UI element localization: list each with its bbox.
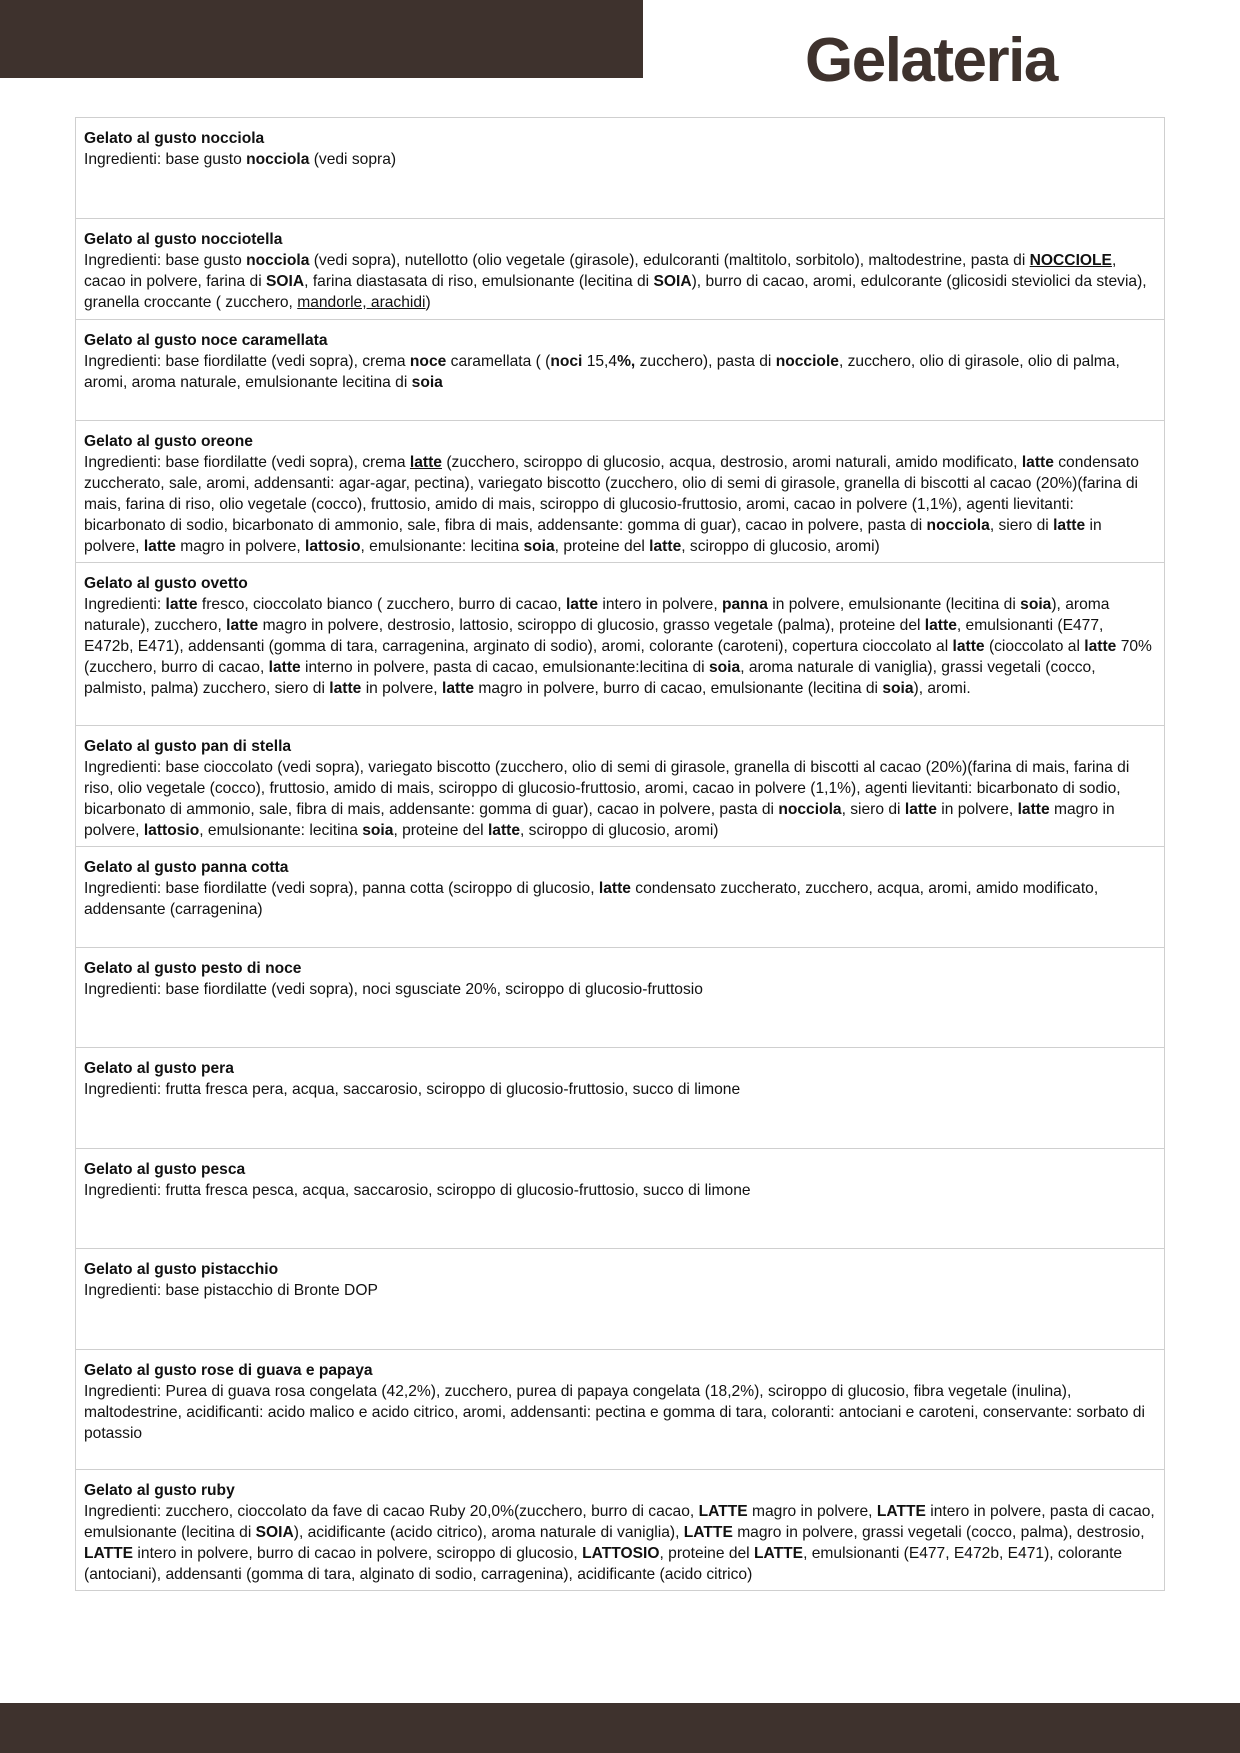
flavor-row — [75, 1470, 1165, 1591]
flavor-name: Gelato al gusto nocciola — [84, 130, 265, 147]
flavor-ingredients: Ingredienti: base fiordilatte (vedi sopra), crema noce caramellata ( (noci 15,4%, zucchero), pasta di nocciole, zucchero, olio di girasole, olio di palma, aromi, aroma naturale, emulsionante lecitina di soia — [84, 353, 1120, 391]
flavor-row — [75, 1048, 1165, 1149]
flavor-row — [75, 219, 1165, 320]
flavor-ingredients: Ingredienti: base pistacchio di Bronte DOP — [84, 1282, 378, 1299]
flavor-row — [75, 421, 1165, 563]
flavor-row — [75, 948, 1165, 1048]
flavor-ingredients: Ingredienti: base gusto nocciola (vedi sopra) — [84, 151, 397, 168]
flavor-row — [75, 563, 1165, 726]
flavor-row — [75, 1249, 1165, 1350]
footer-band — [0, 1703, 1240, 1753]
flavor-ingredients: Ingredienti: base gusto nocciola (vedi sopra), nutellotto (olio vegetale (girasole), edulcoranti (maltitolo, sorbitolo), maltodestrine, pasta di NOCCIOLE, cacao in polvere, farina di SOIA, farina diastasata di riso, emulsionante (lecitina di SOIA), burro di cacao, aromi, edulcorante (glicosidi steviolici da stevia), granella croccante ( zucchero, mandorle, arachidi) — [84, 252, 1147, 311]
flavor-row — [75, 726, 1165, 847]
flavor-name: Gelato al gusto pan di stella — [84, 738, 292, 755]
flavor-ingredients: Ingredienti: base fiordilatte (vedi sopra), crema latte (zucchero, sciroppo di glucosio, acqua, destrosio, aromi naturali, amido modificato, latte condensato zuccherato, sale, aromi, addensanti: agar-agar, pectina), variegato biscotto (zucchero, olio di semi di girasole, granella di biscotti al cacao (20%)(farina di mais, farina di riso, olio vegetale (cocco), fruttosio, amido di mais, sciroppo di glucosio-fruttosio, aromi, cacao in polvere (1,1%), agenti lievitanti: bicarbonato di sodio, bicarbonato di ammonio, sale, fibra di mais, addensante: gomma di guar), cacao in polvere, pasta di nocciola, siero di latte in polvere, latte magro in polvere, lattosio, emulsionante: lecitina soia, proteine del latte, sciroppo di glucosio, aromi) — [84, 454, 1139, 555]
flavor-name: Gelato al gusto pesca — [84, 1161, 246, 1178]
flavor-ingredients: Ingredienti: base fiordilatte (vedi sopra), noci sgusciate 20%, sciroppo di glucosio-fruttosio — [84, 981, 703, 998]
flavor-ingredients: Ingredienti: base cioccolato (vedi sopra), variegato biscotto (zucchero, olio di semi di girasole, granella di biscotti al cacao (20%)(farina di mais, farina di riso, olio vegetale (cocco), fruttosio, amido di mais, sciroppo di glucosio-fruttosio, aromi, cacao in polvere (1,1%), agenti lievitanti: bicarbonato di sodio, bicarbonato di ammonio, sale, fibra di mais, addensante: gomma di guar), cacao in polvere, pasta di nocciola, siero di latte in polvere, latte magro in polvere, lattosio, emulsionante: lecitina soia, proteine del latte, sciroppo di glucosio, aromi) — [84, 759, 1130, 839]
flavor-name: Gelato al gusto nocciotella — [84, 231, 283, 248]
flavor-row — [75, 1350, 1165, 1470]
flavor-name: Gelato al gusto pistacchio — [84, 1261, 279, 1278]
flavor-list — [75, 117, 1165, 1591]
flavor-ingredients: Ingredienti: Purea di guava rosa congelata (42,2%), zucchero, purea di papaya congelata (18,2%), sciroppo di glucosio, fibra vegetale (inulina), maltodestrine, acidificanti: acido malico e acido citrico, aromi, addensanti: pectina e gomma di tara, coloranti: antociani e caroteni, conservante: sorbato di potassio — [84, 1383, 1145, 1442]
flavor-ingredients: Ingredienti: zucchero, cioccolato da fave di cacao Ruby 20,0%(zucchero, burro di cacao, LATTE magro in polvere, LATTE intero in polvere, pasta di cacao, emulsionante (lecitina di SOIA), acidificante (acido citrico), aroma naturale di vaniglia), LATTE magro in polvere, grassi vegetali (cocco, palma), destrosio, LATTE intero in polvere, burro di cacao in polvere, sciroppo di glucosio, LATTOSIO, proteine del LATTE, emulsionanti (E477, E472b, E471), colorante (antociani), addensanti (gomma di tara, alginato di sodio, carragenina), acidificante (acido citrico) — [84, 1503, 1155, 1583]
flavor-row — [75, 118, 1165, 219]
flavor-name: Gelato al gusto rose di guava e papaya — [84, 1362, 373, 1379]
header-band — [0, 0, 643, 78]
flavor-ingredients: Ingredienti: latte fresco, cioccolato bianco ( zucchero, burro di cacao, latte intero in polvere, panna in polvere, emulsionante (lecitina di soia), aroma naturale), zucchero, latte magro in polvere, destrosio, lattosio, sciroppo di glucosio, grasso vegetale (palma), proteine del latte, emulsionanti (E477, E472b, E471), addensanti (gomma di tara, carragenina, arginato di sodio), aromi, colorante (caroteni), copertura cioccolato al latte (cioccolato al latte 70%(zucchero, burro di cacao, latte interno in polvere, pasta di cacao, emulsionante:lecitina di soia, aroma naturale di vaniglia), grassi vegetali (cocco, palmisto, palma) zucchero, siero di latte in polvere, latte magro in polvere, burro di cacao, emulsionante (lecitina di soia), aromi. — [84, 596, 1152, 697]
flavor-row — [75, 320, 1165, 421]
flavor-row — [75, 1149, 1165, 1249]
flavor-name: Gelato al gusto pera — [84, 1060, 234, 1077]
page-title: Gelateria — [805, 26, 1057, 95]
flavor-ingredients: Ingredienti: base fiordilatte (vedi sopra), panna cotta (sciroppo di glucosio, latte condensato zuccherato, zucchero, acqua, aromi, amido modificato, addensante (carragenina) — [84, 880, 1099, 918]
flavor-ingredients: Ingredienti: frutta fresca pesca, acqua, saccarosio, sciroppo di glucosio-fruttosio, succo di limone — [84, 1182, 751, 1199]
flavor-name: Gelato al gusto oreone — [84, 433, 253, 450]
flavor-name: Gelato al gusto pesto di noce — [84, 960, 302, 977]
flavor-name: Gelato al gusto noce caramellata — [84, 332, 328, 349]
flavor-name: Gelato al gusto ovetto — [84, 575, 248, 592]
flavor-name: Gelato al gusto ruby — [84, 1482, 235, 1499]
flavor-ingredients: Ingredienti: frutta fresca pera, acqua, saccarosio, sciroppo di glucosio-fruttosio, succo di limone — [84, 1081, 741, 1098]
flavor-row — [75, 847, 1165, 948]
flavor-name: Gelato al gusto panna cotta — [84, 859, 289, 876]
